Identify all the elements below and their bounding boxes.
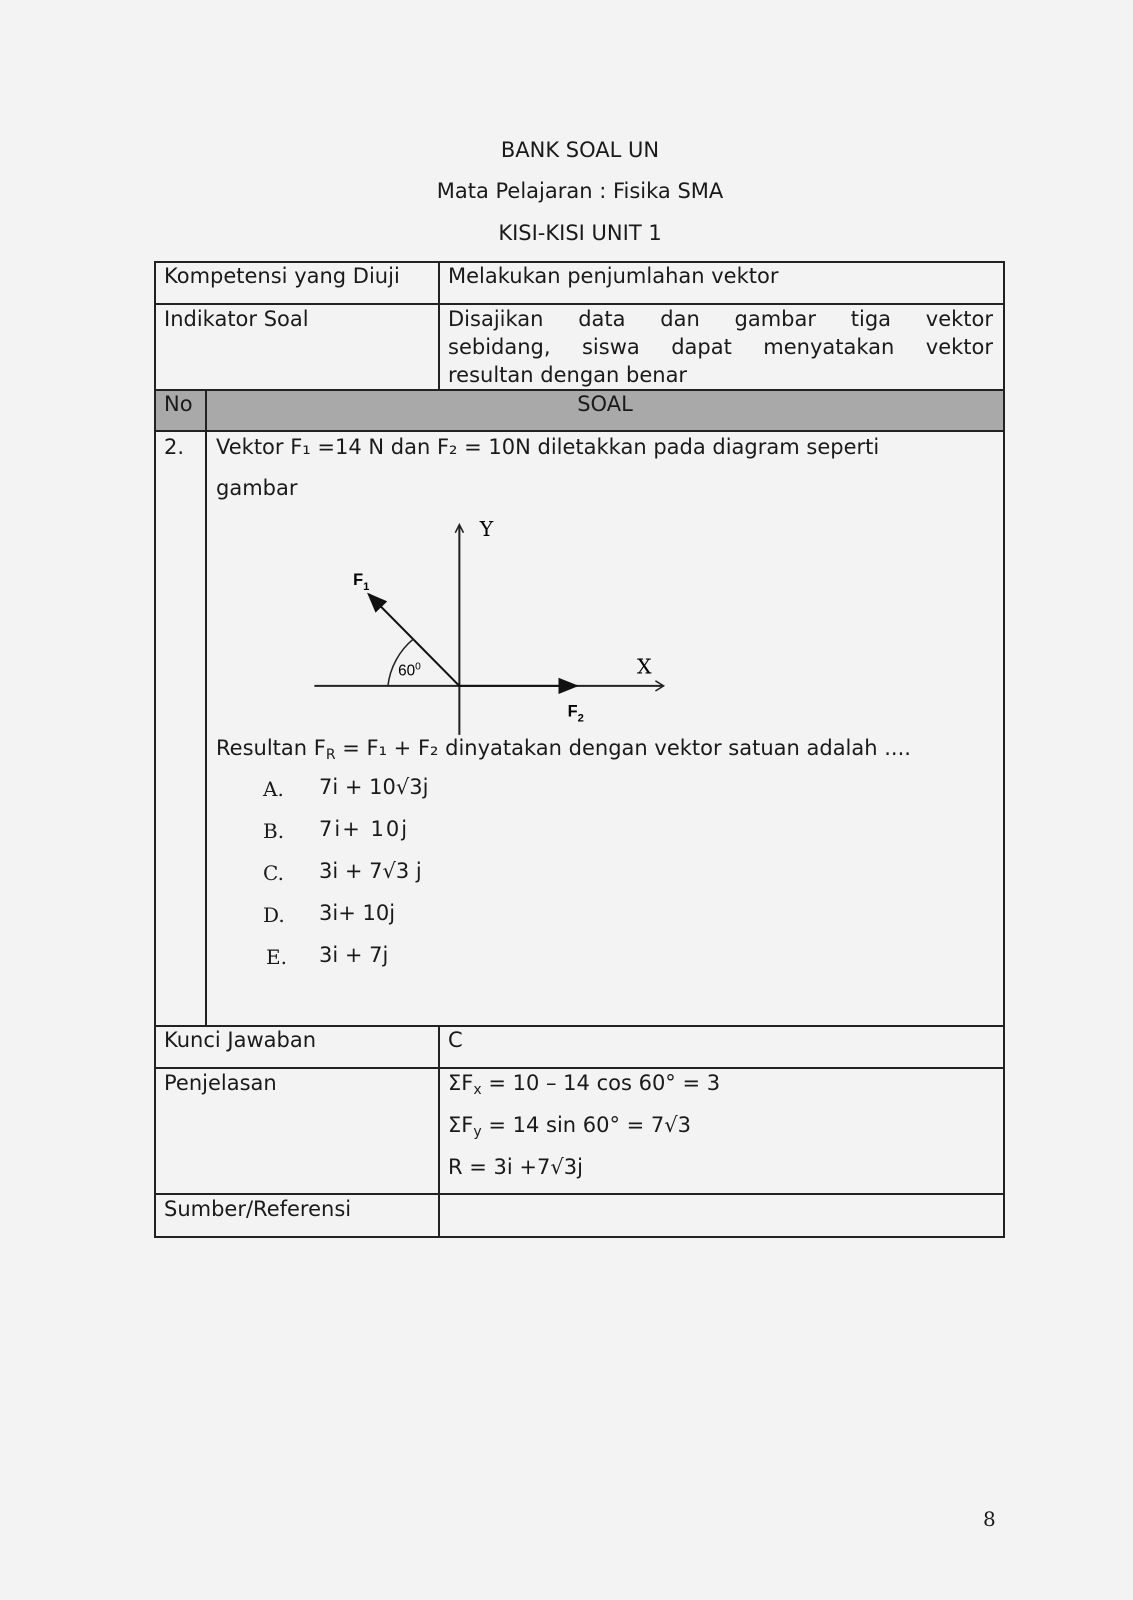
table-border <box>154 261 156 1238</box>
doc-title: BANK SOAL UN <box>500 138 660 162</box>
indikator-label: Indikator Soal <box>164 307 309 331</box>
table-border <box>205 389 207 1026</box>
penjelasan-line <box>448 1153 583 1181</box>
table-border <box>438 1025 440 1237</box>
eq-sub: x <box>473 1082 482 1098</box>
table-border <box>154 430 1005 432</box>
table-border <box>438 261 440 391</box>
option-letter: B. <box>263 819 285 843</box>
y-axis-label: Y <box>479 516 494 541</box>
indikator-line: sebidang, siswa dapat menyatakan vektor <box>448 335 993 359</box>
eq-pre: ΣF <box>448 1113 474 1137</box>
eq-pre: ΣF <box>448 1071 474 1095</box>
vector-diagram <box>296 500 684 735</box>
angle-label: $60^0$ <box>398 661 421 680</box>
question-text: gambar <box>216 476 298 500</box>
option-letter: E. <box>266 945 287 969</box>
sumber-label: Sumber/Referensi <box>164 1197 352 1221</box>
penjelasan-line <box>448 1069 720 1104</box>
penjelasan-label: Penjelasan <box>164 1071 277 1095</box>
table-border <box>154 1236 1005 1238</box>
table-border <box>1003 261 1005 1238</box>
kunci-value: C <box>448 1028 463 1052</box>
indikator-line: resultan dengan benar <box>448 363 688 387</box>
kunci-label: Kunci Jawaban <box>164 1028 317 1052</box>
f2-label: $F_2$ <box>567 702 584 725</box>
option-letter: C. <box>263 861 284 885</box>
eq-pre: R = 3i +7√3j <box>448 1155 583 1179</box>
indikator-line: Disajikan data dan gambar tiga vektor <box>448 307 993 331</box>
option-value: 3i + 7√3 j <box>319 859 422 883</box>
doc-subject: Mata Pelajaran : Fisika SMA <box>436 179 724 203</box>
option-value: 7i+ 10j <box>319 817 410 841</box>
option-letter: D. <box>263 903 285 927</box>
question-number: 2. <box>164 435 185 459</box>
doc-unit: KISI-KISI UNIT 1 <box>498 221 662 245</box>
penjelasan-line <box>448 1111 691 1146</box>
resultant-rest: = F₁ + F₂ dinyatakan dengan vektor satuan adalah .... <box>335 736 911 760</box>
resultant-question <box>216 734 911 769</box>
option-value: 7i + 10√3j <box>319 775 429 799</box>
kompetensi-value: Melakukan penjumlahan vektor <box>448 264 779 288</box>
question-text: Vektor F₁ =14 N dan F₂ = 10N diletakkan pada diagram seperti <box>216 435 880 459</box>
option-letter: A. <box>263 777 284 801</box>
resultant-prefix: Resultan F <box>216 736 326 760</box>
soal-header: SOAL <box>577 392 633 416</box>
resultant-sub: R <box>325 747 336 763</box>
eq-post: = 10 – 14 cos 60° = 3 <box>481 1071 721 1095</box>
x-axis-label: X <box>637 654 652 679</box>
f1-label: $F_1$ <box>353 570 370 593</box>
option-value: 3i+ 10j <box>319 901 396 925</box>
eq-post: = 14 sin 60° = 7√3 <box>481 1113 692 1137</box>
eq-sub: y <box>473 1124 482 1140</box>
option-value: 3i + 7j <box>319 943 389 967</box>
no-header: No <box>164 392 193 416</box>
page-number: 8 <box>983 1507 996 1531</box>
kompetensi-label: Kompetensi yang Diuji <box>164 264 400 288</box>
